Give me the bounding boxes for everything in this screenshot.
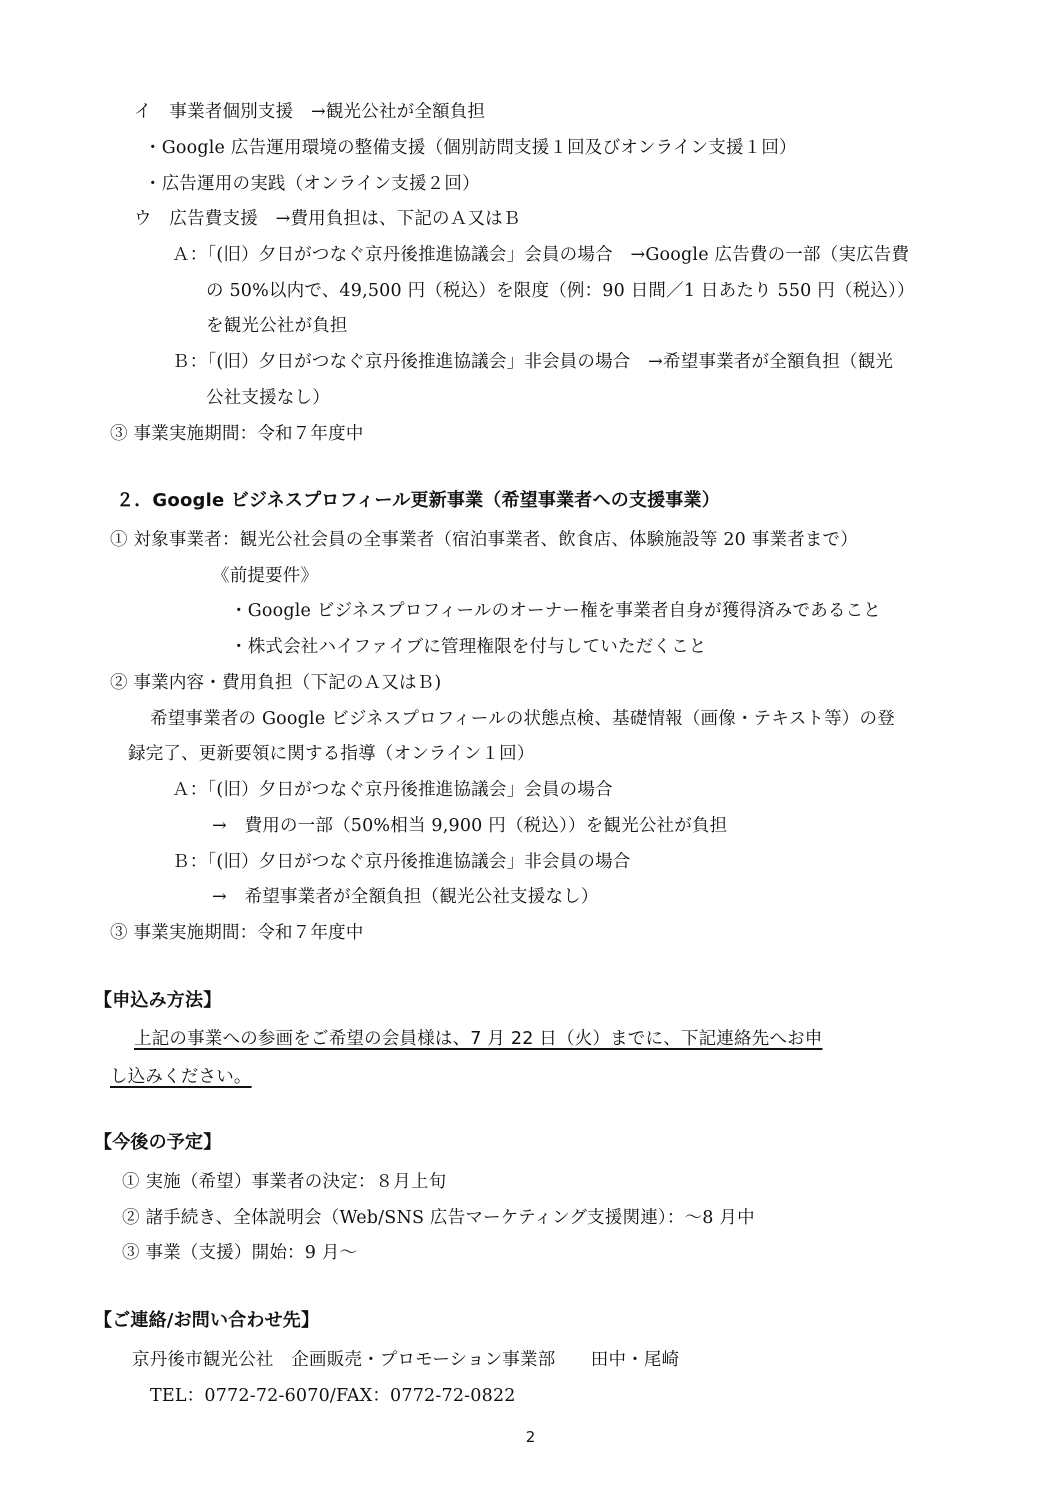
schedule-item-2: ② 諸手続き、全体説明会（Web/SNS 広告マーケティング支援関連）：～8 月中 xyxy=(122,1208,755,1228)
option-b-detail: → 希望事業者が全額負担（観光公社支援なし） xyxy=(212,887,599,907)
schedule-item-3: ③ 事業（支援）開始：9 月～ xyxy=(122,1243,358,1263)
prereq-item-1: ・Google ビジネスプロフィールのオーナー権を事業者自身が獲得済みであること xyxy=(230,601,881,621)
page-number: 2 xyxy=(525,1428,536,1446)
content-line-2: 録完了、更新要領に関する指導（オンライン１回） xyxy=(128,744,535,764)
apply-heading: 【申込み方法】 xyxy=(94,990,222,1011)
section1-period: ③ 事業実施期間：令和７年度中 xyxy=(110,424,364,444)
prereq-title: 《前提要件》 xyxy=(212,566,319,586)
item-u-b-line-2: 公社支援なし） xyxy=(206,388,330,408)
content-line-1: 希望事業者の Google ビジネスプロフィールの状態点検、基礎情報（画像・テキスト等）の登 xyxy=(150,709,895,729)
contact-org: 京丹後市観光公社 企画販売・プロモーション事業部 田中・尾崎 xyxy=(132,1350,680,1370)
item-i-bullet-2: ・広告運用の実践（オンライン支援２回） xyxy=(144,174,480,194)
item-u-heading: ウ 広告費支援 →費用負担は、下記のＡ又はＢ xyxy=(134,209,521,229)
option-a-label: Ａ：「(旧）夕日がつなぐ京丹後推進協議会」会員の場合 xyxy=(172,780,613,800)
option-a-detail: → 費用の一部（50%相当 9,900 円（税込））を観光公社が負担 xyxy=(212,816,728,836)
schedule-item-1: ① 実施（希望）事業者の決定：８月上旬 xyxy=(122,1172,447,1192)
item-i-bullet-1: ・Google 広告運用環境の整備支援（個別訪問支援１回及びオンライン支援１回） xyxy=(144,138,797,158)
section2-heading: ２．Google ビジネスプロフィール更新事業（希望事業者への支援事業） xyxy=(116,490,720,511)
contact-heading: 【ご連絡/お問い合わせ先】 xyxy=(94,1310,320,1331)
item-u-a-line-1: Ａ：「(旧）夕日がつなぐ京丹後推進協議会」会員の場合 →Google 広告費の一部（実広告費 xyxy=(172,245,910,265)
apply-text-line-1: 上記の事業への参画をご希望の会員様は、7 月 22 日（火）までに、下記連絡先へお申 xyxy=(134,1029,823,1049)
content-title: ② 事業内容・費用負担（下記のＡ又はＢ) xyxy=(110,673,442,693)
schedule-heading: 【今後の予定】 xyxy=(94,1132,222,1153)
prereq-item-2: ・株式会社ハイファイブに管理権限を付与していただくこと xyxy=(230,637,707,657)
section2-period: ③ 事業実施期間：令和７年度中 xyxy=(110,923,364,943)
item-u-a-line-3: を観光公社が負担 xyxy=(206,316,348,336)
item-u-a-line-2: の 50%以内で、49,500 円（税込）を限度（例：90 日間／1 日あたり 550 円（税込）） xyxy=(206,281,915,301)
apply-text-line-2: し込みください。 xyxy=(110,1067,252,1087)
item-i-heading: イ 事業者個別支援 →観光公社が全額負担 xyxy=(134,102,486,122)
item-u-b-line-1: Ｂ：「(旧）夕日がつなぐ京丹後推進協議会」非会員の場合 →希望事業者が全額負担（観光 xyxy=(172,352,894,372)
section2-target: ① 対象事業者：観光公社会員の全事業者（宿泊事業者、飲食店、体験施設等 20 事業者まで） xyxy=(110,530,858,550)
option-b-label: Ｂ：「(旧）夕日がつなぐ京丹後推進協議会」非会員の場合 xyxy=(172,852,631,872)
contact-tel-fax: TEL：0772-72-6070/FAX：0772-72-0822 xyxy=(150,1386,516,1406)
